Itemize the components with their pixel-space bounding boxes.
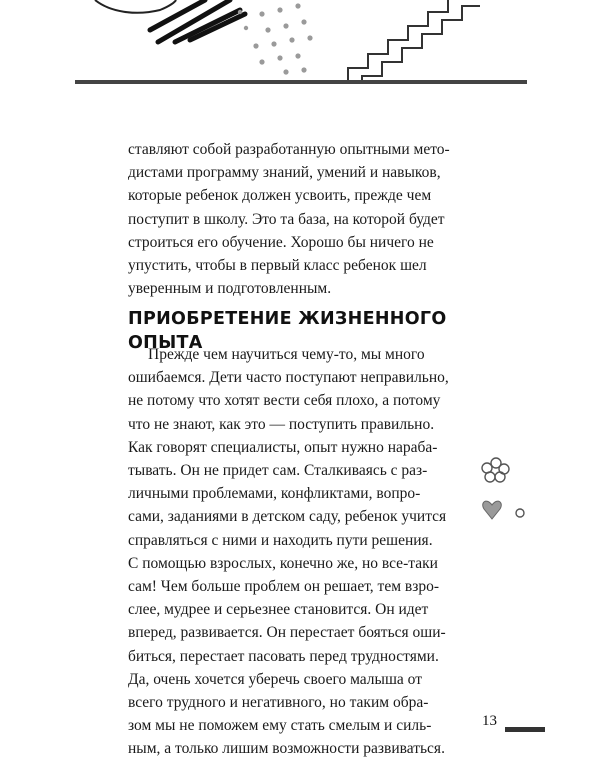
body-paragraph xyxy=(128,343,498,761)
text-line: которые ребенок должен усвоить, прежде чем xyxy=(128,187,432,205)
text-line: поступит в школу. Это та база, на которой будет xyxy=(128,210,445,228)
flower-doodle xyxy=(482,458,509,482)
text-line: ошибаемся. Дети часто поступают неправильно, xyxy=(128,369,449,387)
loop-stroke xyxy=(95,0,176,13)
text-line: справляться с ними и находить пути решения. xyxy=(128,531,433,549)
text-line: что не знают, как это — поступить правильно. xyxy=(128,415,435,433)
text-line: ным, а только лишим возможности развиваться. xyxy=(128,740,445,758)
text-line: ставляют собой разработанную опытными мето- xyxy=(128,141,450,158)
text-line: вперед, развивается. Он перестает бояться оши- xyxy=(128,624,446,642)
text-line: упустить, чтобы в первый класс ребенок шел xyxy=(128,257,427,275)
text-line: биться, перестает пасовать перед трудностями. xyxy=(128,647,439,665)
footer-bar xyxy=(505,727,545,732)
page-number: 13 xyxy=(482,713,497,729)
dots-pattern xyxy=(238,3,313,74)
intro-paragraph xyxy=(128,138,498,300)
header-rule xyxy=(75,80,527,84)
text-line: всего трудного и негативного, но таким обра- xyxy=(128,694,429,712)
tiny-circle-doodle xyxy=(516,509,524,517)
text-line: С помощью взрослых, конечно же, но все-таки xyxy=(128,554,438,572)
text-line: дистами программу знаний, умений и навыков, xyxy=(128,164,441,182)
text-line: строиться его обучение. Хорошо бы ничего не xyxy=(128,233,434,251)
heart-doodle xyxy=(483,501,502,519)
text-line: Прежде чем научиться чему-то, мы много xyxy=(148,346,425,363)
text-line: слее, мудрее и серьезнее становится. Он идет xyxy=(128,601,429,619)
text-line: уверенным и подготовленным. xyxy=(128,280,332,298)
text-line: тывать. Он не придет сам. Сталкиваясь с раз- xyxy=(128,462,428,480)
section-heading: ПРИОБРЕТЕНИЕ ЖИЗНЕННОГО ОПЫТА xyxy=(128,309,447,353)
text-line: сам! Чем больше проблем он решает, тем взро- xyxy=(128,578,439,596)
staircase-outline xyxy=(348,0,480,82)
text-line: сами, заданиями в детском саду, ребенок учится xyxy=(128,508,447,526)
text-line: личными проблемами, конфликтами, вопро- xyxy=(128,485,421,503)
margin-doodles xyxy=(478,455,538,535)
text-line: Как говорят специалисты, опыт нужно нараба- xyxy=(128,438,438,456)
text-line: Да, очень хочется уберечь своего малыша от xyxy=(128,670,422,688)
stripe-1 xyxy=(150,0,205,30)
text-line: зом мы не поможем ему стать смелым и силь- xyxy=(128,717,432,735)
header-decoration xyxy=(0,0,600,90)
text-line: не потому что хотят вести себя плохо, а потому xyxy=(128,392,441,410)
